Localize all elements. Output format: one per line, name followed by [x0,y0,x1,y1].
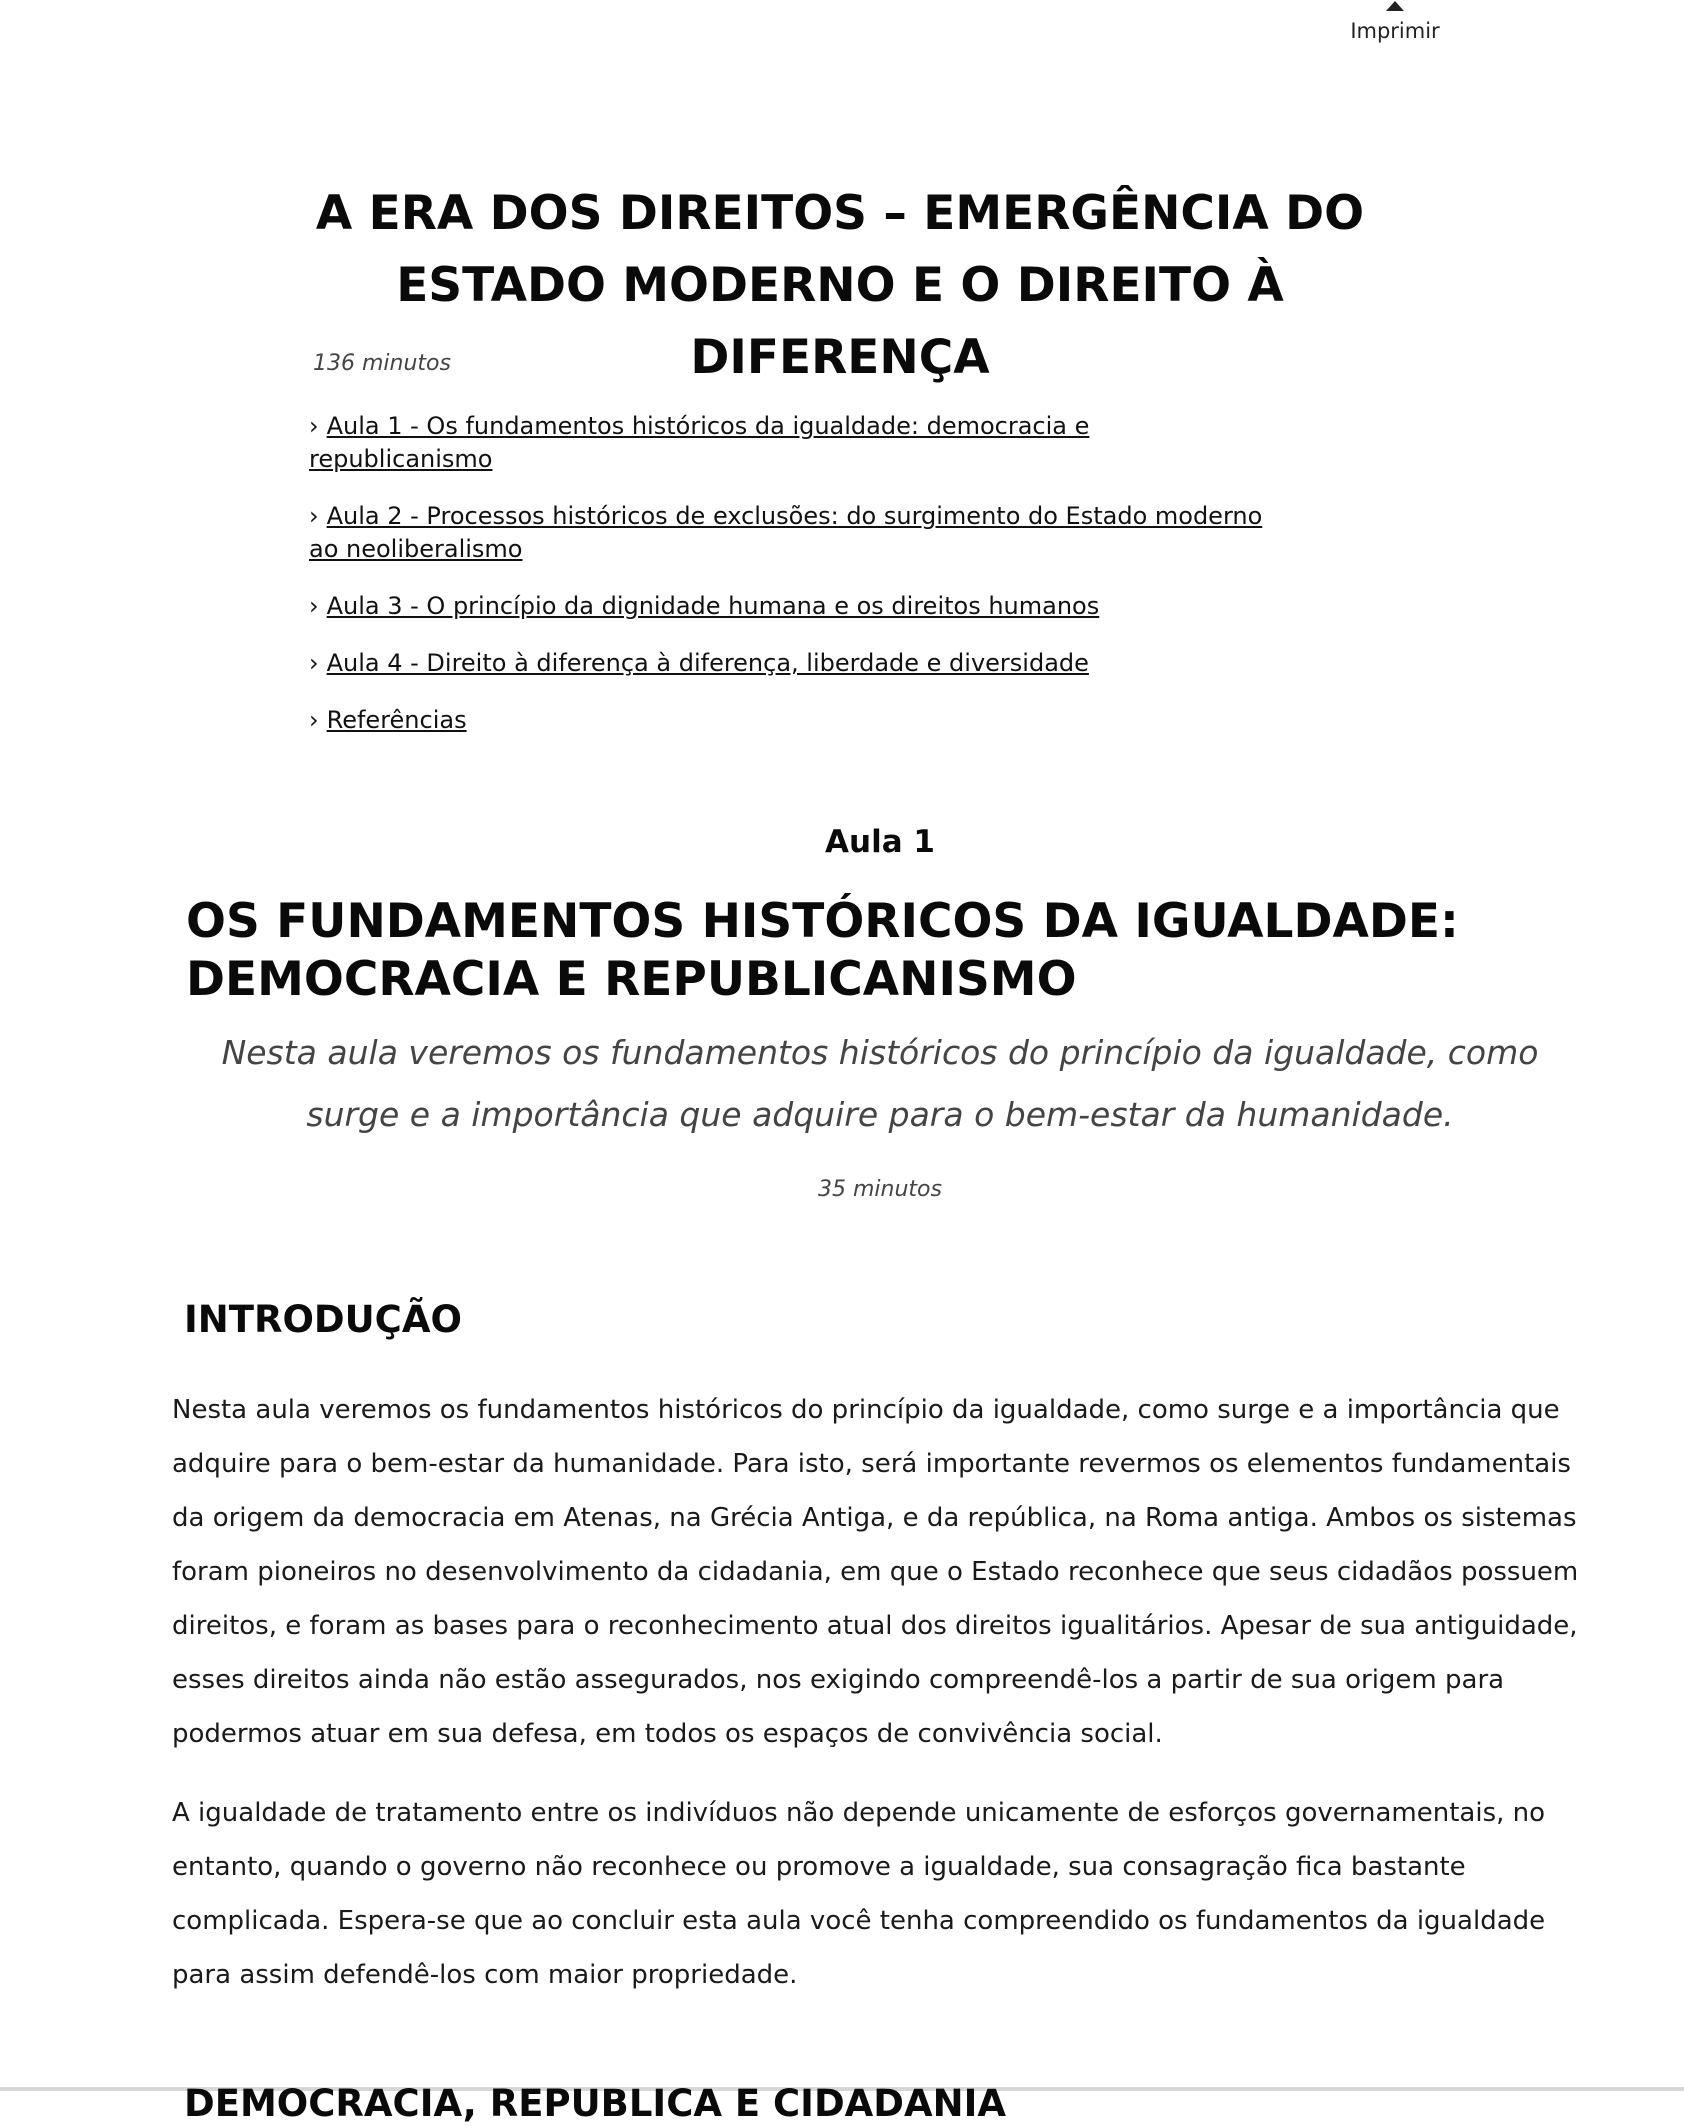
chevron-right-icon: › [309,706,319,734]
toc-item-aula-3 [309,590,1269,623]
toc-link-referencias[interactable]: Referências [326,706,467,734]
toc-item-aula-1 [309,410,1269,476]
toc-link-aula-1[interactable]: Aula 1 - Os fundamentos históricos da igualdade: democracia e republicanismo [309,412,1090,473]
toc-item-referencias [309,704,1269,737]
introduction-paragraph-2: A igualdade de tratamento entre os indivíduos não depende unicamente de esforços governamentais, no entanto, quando o governo não reconhece ou promove a igualdade, sua consagração fica bastante complicada. Espera-se que ao concluir esta aula você tenha compreendido os fundamentos da igualdade para assim defendê-los com maior propriedade. [172,1798,1546,1990]
toc-link-aula-3[interactable]: Aula 3 - O princípio da dignidade humana e os direitos humanos [326,592,1100,620]
democracia-section-heading: DEMOCRACIA, REPUBLICA E CIDADANIA [184,2082,1007,2125]
chevron-right-icon: › [309,592,319,620]
print-button[interactable] [1340,0,1450,52]
introduction-heading: INTRODUÇÃO [184,1298,462,1341]
lesson-label: Aula 1 [825,824,935,860]
toc-link-aula-4[interactable]: Aula 4 - Direito à diferença à diferença, liberdade e diversidade [326,649,1089,677]
toc-item-aula-4 [309,647,1269,680]
introduction-paragraph-1: Nesta aula veremos os fundamentos históricos do princípio da igualdade, como surge e a importância que adquire para o bem-estar da humanidade. Para isto, será importante revermos os elementos fundamentais da origem da democracia em Atenas, na Grécia Antiga, e da república, na Roma antiga. Ambos os sistemas foram pioneiros no desenvolvimento da cidadania, em que o Estado reconhece que seus cidadãos possuem direitos, e foram as bases para o reconhecimento atual dos direitos igualitários. Apesar de sua antiguidade, esses direitos ainda não estão assegurados, nos exigindo compreendê-los a partir de sua origem para podermos atuar em sua defesa, em todos os espaços de convivência social. [172,1395,1579,1749]
course-duration: 136 minutos [313,351,451,376]
chevron-right-icon: › [309,412,319,440]
print-label: Imprimir [1350,19,1440,43]
course-title: A ERA DOS DIREITOS – EMERGÊNCIA DO ESTADO MODERNO E O DIREITO À DIFERENÇA [315,186,1365,385]
caret-up-icon [1386,1,1404,11]
lesson-title: OS FUNDAMENTOS HISTÓRICOS DA IGUALDADE: DEMOCRACIA E REPUBLICANISMO [186,894,1459,1007]
chevron-right-icon: › [309,649,319,677]
lesson-subtitle: Nesta aula veremos os fundamentos históricos do princípio da igualdade, como surge e a importância que adquire para o bem-estar da humanidade. [221,1033,1539,1134]
toc-link-aula-2[interactable]: Aula 2 - Processos históricos de exclusões: do surgimento do Estado moderno ao neoliberalismo [309,502,1263,563]
table-of-contents [309,410,1269,761]
lesson-duration: 35 minutos [818,1177,942,1202]
toc-item-aula-2 [309,500,1269,566]
chevron-right-icon: › [309,502,319,530]
